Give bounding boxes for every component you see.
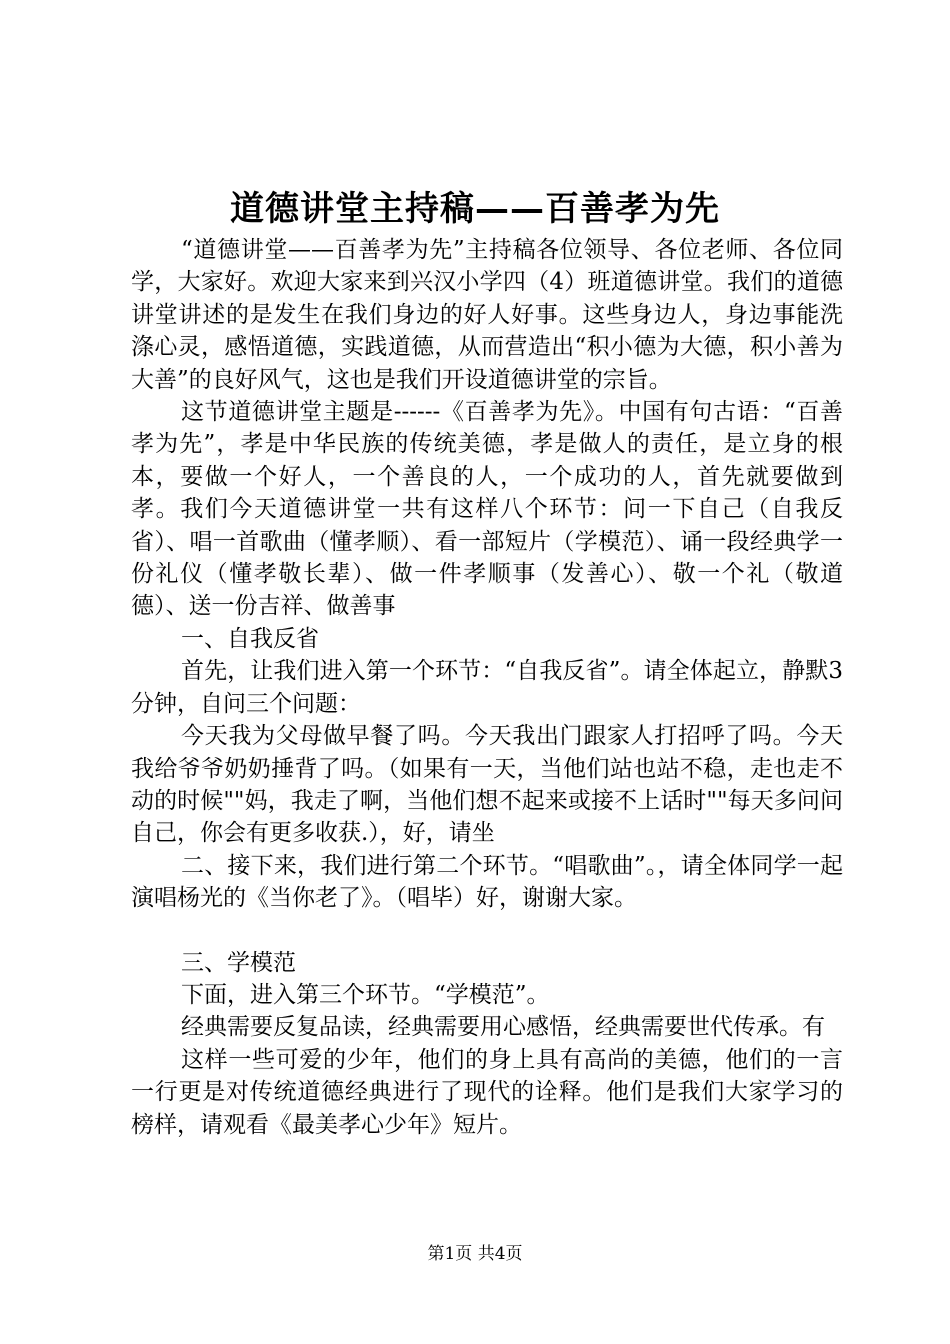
paragraph-step-one: 首先，让我们进入第一个环节：“自我反省”。请全体起立，静默3分钟，自问三个问题： xyxy=(131,658,843,717)
section-heading-learn-model: 三、学模范 xyxy=(181,949,296,976)
document-body xyxy=(131,234,843,1141)
paragraph-questions: 今天我为父母做早餐了吗。今天我出门跟家人打招呼了吗。今天我给爷爷奶奶捶背了吗。（如果有一天，当他们站也站不稳，走也走不动的时候""妈，我走了啊，当他们想不起来或接不上话时""每天多问问自己，你会有更多收获.），好，请坐 xyxy=(131,723,843,847)
paragraph-youth: 这样一些可爱的少年，他们的身上具有高尚的美德，他们的一言一行更是对传统道德经典进行了现代的诠释。他们是我们大家学习的榜样，请观看《最美孝心少年》短片。 xyxy=(131,1046,843,1138)
section-heading-self-reflection: 一、自我反省 xyxy=(181,625,319,652)
paragraph-step-two: 二、接下来，我们进行第二个环节。“唱歌曲”。，请全体同学一起演唱杨光的《当你老了》。（唱毕）好，谢谢大家。 xyxy=(131,852,843,912)
blank-line xyxy=(131,915,843,947)
paragraph-theme: 这节道德讲堂主题是------《百善孝为先》。中国有句古语：“百善孝为先”，孝是中华民族的传统美德，孝是做人的责任，是立身的根本，要做一个好人，一个善良的人，一个成功的人，首先就要做到孝。我们今天道德讲堂一共有这样八个环节：问一下自己（自我反省）、唱一首歌曲（懂孝顺）、看一部短片（学模范）、诵一段经典学一份礼仪（懂孝敬长辈）、做一件孝顺事（发善心）、敬一个礼（敬道德）、送一份吉祥、做善事 xyxy=(131,399,843,620)
document-title: 道德讲堂主持稿——百善孝为先 xyxy=(230,189,720,229)
paragraph-classics: 经典需要反复品读，经典需要用心感悟，经典需要世代传承。有 xyxy=(181,1014,825,1041)
paragraph-intro: “道德讲堂——百善孝为先”主持稿各位领导、各位老师、各位同学，大家好。欢迎大家来到兴汉小学四（4）班道德讲堂。我们的道德讲堂讲述的是发生在我们身边的好人好事。这些身边人，身边事能洗涤心灵，感悟道德，实践道德，从而营造出“积小德为大德，积小善为大善”的良好风气，这也是我们开设道德讲堂的宗旨。 xyxy=(131,237,843,393)
page-footer: 第1页 共4页 xyxy=(427,1244,523,1264)
paragraph-step-three: 下面，进入第三个环节。“学模范”。 xyxy=(181,981,550,1008)
